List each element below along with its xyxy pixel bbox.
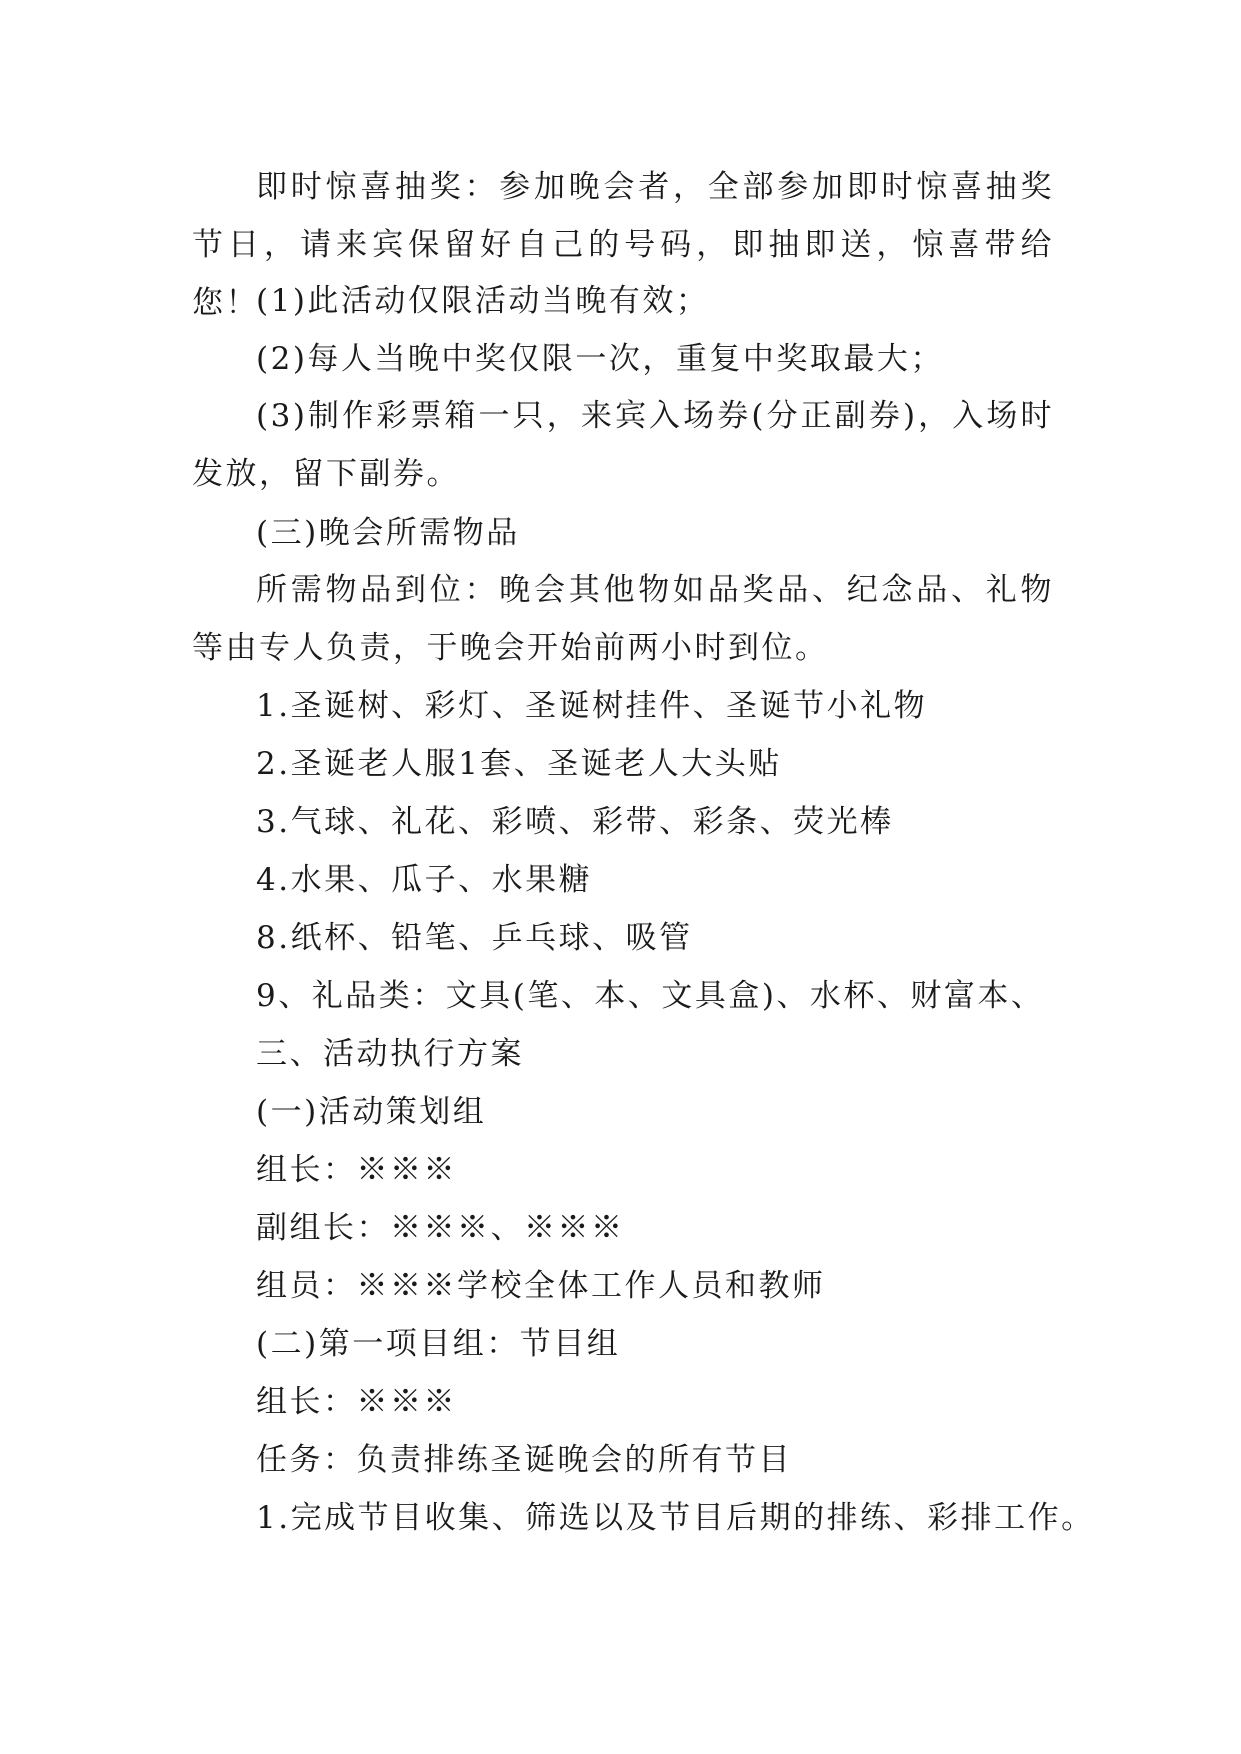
rule-1: (1)此活动仅限活动当晚有效； [256, 283, 710, 319]
section-heading-items: (三)晚会所需物品 [256, 515, 520, 551]
paragraph-items: 所需物品到位：晚会其他物如品奖品、纪念品、礼物等由专人负责，于晚会开始前两小时到位。 [192, 572, 1054, 666]
list-item: 9、礼品类：文具(笔、本、文具盒)、水杯、财富本、 [256, 978, 1045, 1014]
subsection-heading-program: (二)第一项目组：节目组 [256, 1326, 621, 1362]
list-item: 8.纸杯、铅笔、乒乓球、吸管 [256, 920, 693, 956]
section-heading-plan: 三、活动执行方案 [256, 1036, 524, 1072]
team-deputy: 副组长：※※※、※※※ [256, 1210, 625, 1246]
paragraph-lottery: 即时惊喜抽奖：参加晚会者，全部参加即时惊喜抽奖节日，请来宾保留好自己的号码，即抽即送，惊喜带给您！ [192, 169, 1054, 321]
rule-2: (2)每人当晚中奖仅限一次，重复中奖取最大； [256, 341, 944, 377]
subsection-heading-planning: (一)活动策划组 [256, 1094, 487, 1130]
rule-3: (3)制作彩票箱一只，来宾入场券(分正副券)，入场时发放，留下副券。 [192, 398, 1054, 492]
list-item: 2.圣诞老人服1套、圣诞老人大头贴 [256, 746, 782, 782]
team-task: 任务：负责排练圣诞晚会的所有节目 [256, 1442, 792, 1478]
list-item: 1.圣诞树、彩灯、圣诞树挂件、圣诞节小礼物 [256, 688, 928, 724]
list-item: 4.水果、瓜子、水果糖 [256, 862, 593, 898]
list-item: 1.完成节目收集、筛选以及节目后期的排练、彩排工作。 [256, 1500, 1095, 1536]
team-leader: 组长：※※※ [256, 1152, 457, 1188]
team-members: 组员：※※※学校全体工作人员和教师 [256, 1268, 826, 1304]
team-leader: 组长：※※※ [256, 1384, 457, 1420]
list-item: 3.气球、礼花、彩喷、彩带、彩条、荧光棒 [256, 804, 894, 840]
